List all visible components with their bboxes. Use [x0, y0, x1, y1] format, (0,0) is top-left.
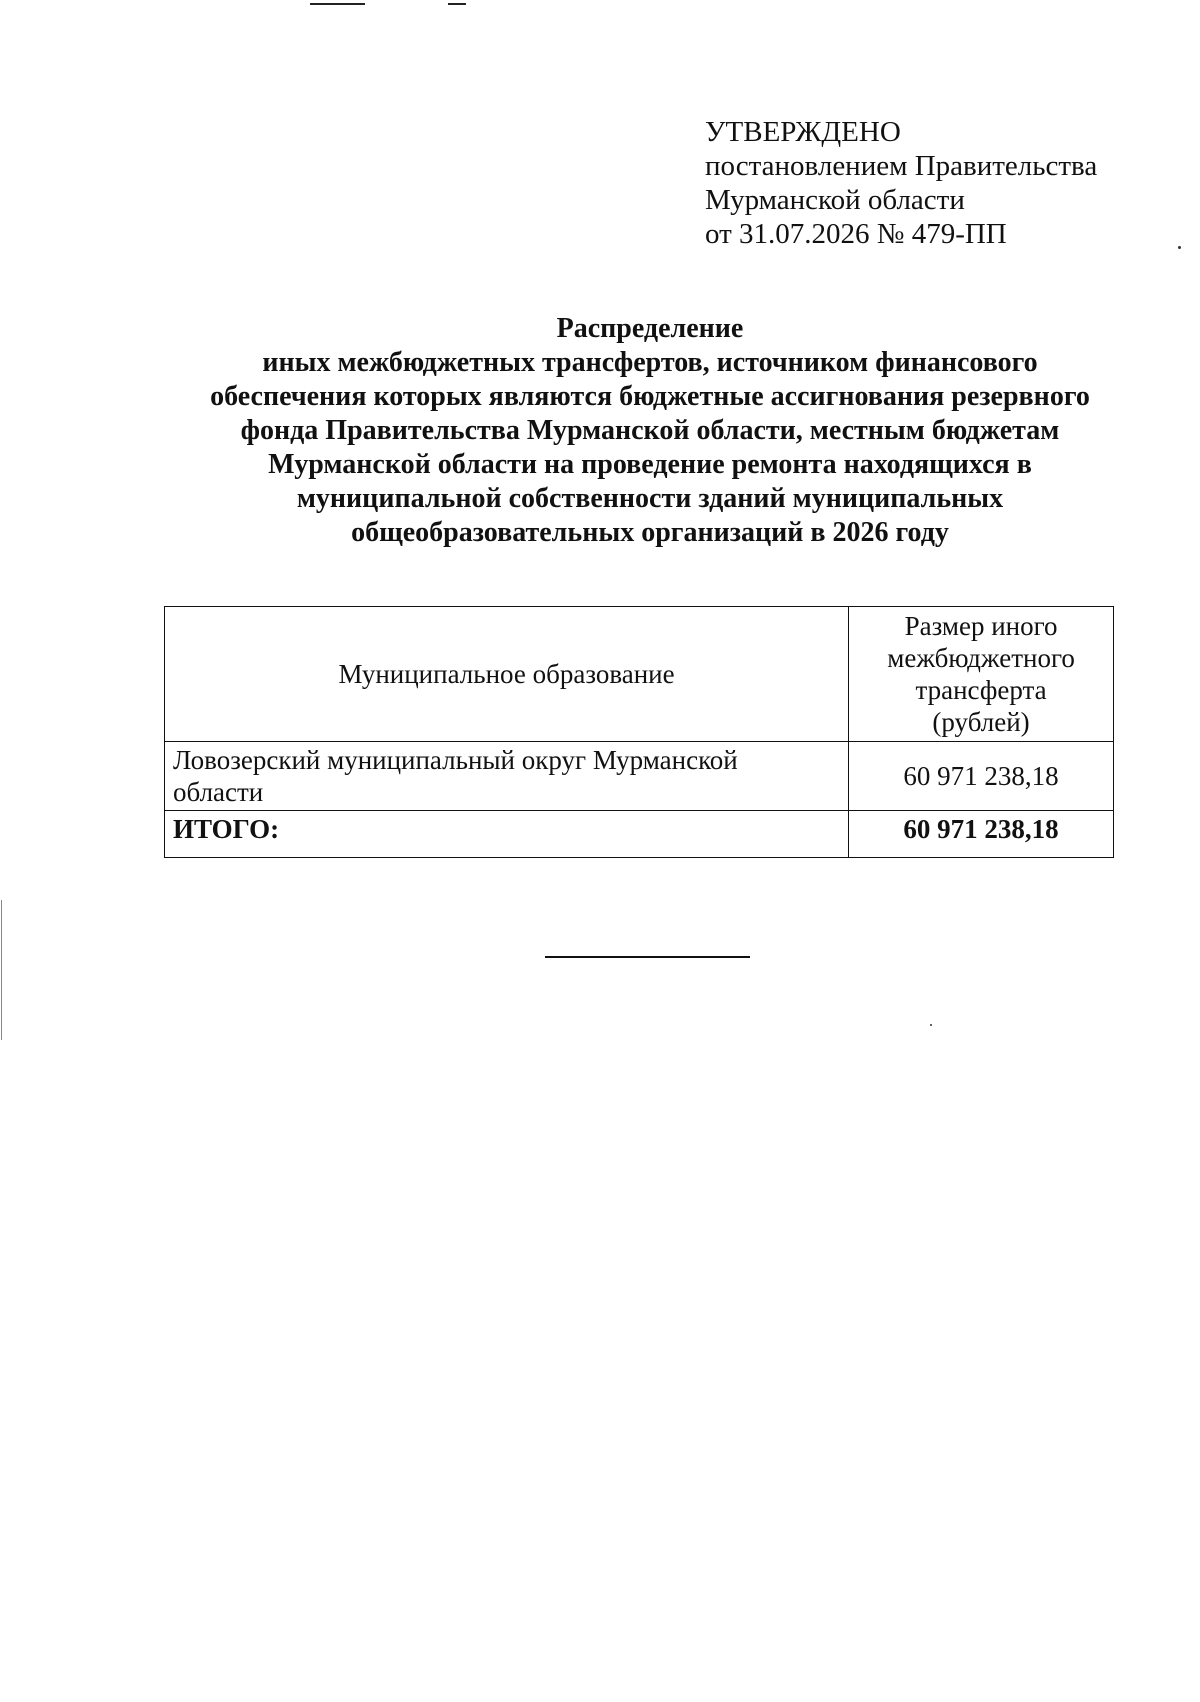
title-line: муниципальной собственности зданий муниципальных [296, 483, 1004, 514]
scan-artifact-top-right [448, 3, 466, 5]
scan-artifact-left-edge [1, 900, 2, 1040]
table-total-row [165, 811, 1114, 858]
approval-authority: постановлением Правительства [705, 150, 1098, 182]
scan-speck [1178, 246, 1181, 249]
scan-speck [930, 1024, 932, 1026]
end-of-document-rule [545, 956, 750, 958]
title-line: Распределение [556, 313, 744, 344]
approval-stamp-block [705, 115, 1097, 251]
document-title [170, 312, 1130, 550]
transfers-table [164, 606, 1114, 858]
row-municipality-line: Ловозерский муниципальный округ Мурманской [173, 745, 738, 775]
approval-date-number: от 31.07.2026 № 479-ПП [705, 218, 1007, 250]
table-header-row [165, 607, 1114, 742]
title-line: фонда Правительства Мурманской области, местным бюджетам [240, 415, 1060, 446]
title-line: общеобразовательных организаций в 2026 году [351, 517, 949, 548]
title-line: иных межбюджетных трансфертов, источником финансового [262, 347, 1038, 378]
header-amount-line: трансферта [915, 675, 1047, 705]
row-municipality [165, 742, 849, 811]
row-amount: 60 971 238,18 [849, 742, 1114, 811]
table-row [165, 742, 1114, 811]
header-municipality: Муниципальное образование [165, 607, 849, 742]
title-line: обеспечения которых являются бюджетные ассигнования резервного [210, 381, 1090, 412]
title-line: Мурманской области на проведение ремонта находящихся в [268, 449, 1032, 480]
total-amount: 60 971 238,18 [849, 811, 1114, 858]
total-label: ИТОГО: [165, 811, 849, 858]
header-amount-line: (рублей) [932, 707, 1030, 737]
scan-artifact-top-left [310, 3, 365, 5]
approval-heading: УТВЕРЖДЕНО [705, 116, 901, 148]
header-amount-line: Размер иного [904, 611, 1058, 641]
approval-region: Мурманской области [705, 184, 965, 216]
header-amount [849, 607, 1114, 742]
header-amount-line: межбюджетного [887, 643, 1075, 673]
row-municipality-line: области [173, 777, 264, 807]
